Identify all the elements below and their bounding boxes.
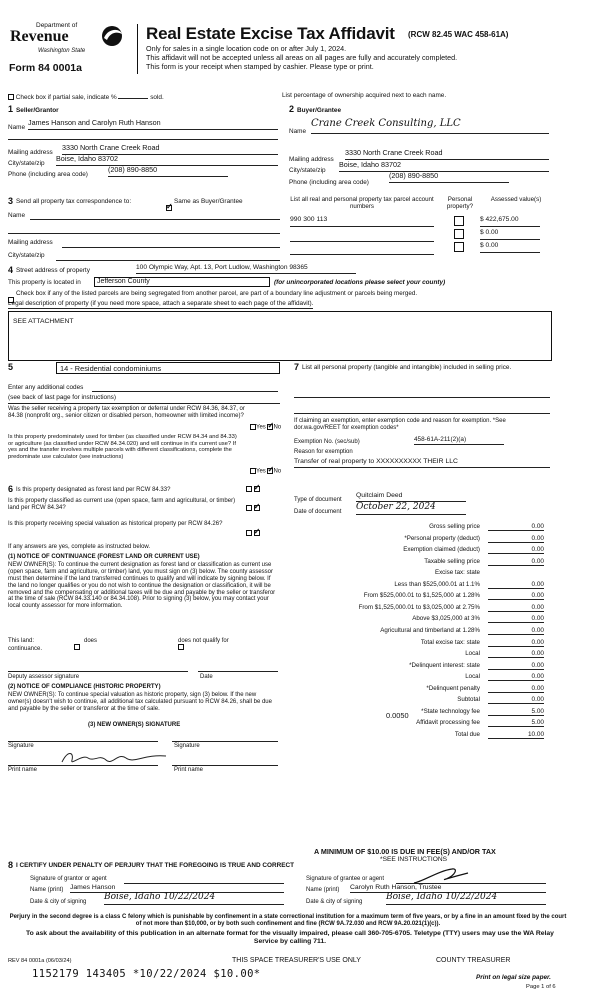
header-note-2: This affidavit will not be accepted unless all areas on all pages are fully and accurately completed. bbox=[146, 53, 458, 62]
seller-mail-field[interactable]: 3330 North Crane Creek Road bbox=[62, 143, 278, 155]
s3-mail-label: Mailing address bbox=[8, 239, 53, 246]
personal-property-checkbox-3[interactable] bbox=[454, 242, 464, 252]
form-number: Form 84 0001a bbox=[9, 62, 82, 74]
legal-label: Legal description of property (if you need more space, attach a separate sheet to each page of the affidavit). bbox=[8, 300, 314, 307]
revision-code: REV 84 0001a (06/03/24) bbox=[8, 958, 72, 964]
parcel-number-3[interactable] bbox=[290, 244, 434, 255]
personal-property-line-2[interactable] bbox=[294, 412, 550, 414]
grantee-signature-scribble bbox=[412, 867, 472, 885]
calc-row-label: From $525,000.01 to $1,525,000 at 1.28% bbox=[363, 592, 480, 600]
doc-date-field[interactable]: October 22, 2024 bbox=[356, 502, 466, 515]
q-exemption-text: Was the seller receiving a property tax exemption or deferral under RCW 84.36, 84.37, or 84.38 (nonprofit org., senior citizen or disabled person, homeowner with limited income)? bbox=[8, 406, 245, 419]
calc-row bbox=[300, 662, 544, 672]
signature-label-2: Signature bbox=[174, 743, 200, 749]
calc-row bbox=[300, 639, 544, 649]
cashier-stamp: 1152179 143405 *10/22/2024 $10.00* bbox=[32, 968, 261, 980]
historic-yes-checkbox[interactable] bbox=[246, 530, 252, 536]
calc-row bbox=[300, 535, 544, 545]
seller-phone-label: Phone (including area code) bbox=[8, 171, 88, 178]
q-exemption-no-checkbox[interactable] bbox=[267, 424, 273, 430]
county-select[interactable]: Jefferson County bbox=[94, 277, 270, 287]
s3-label: Send all property tax correspondence to: bbox=[16, 198, 132, 205]
seller-mail-label: Mailing address bbox=[8, 149, 53, 156]
calc-row-value[interactable]: 0.00 bbox=[488, 535, 544, 543]
section8 bbox=[8, 862, 558, 910]
calc-row-label: From $1,525,000.01 to $3,025,000 at 2.75% bbox=[358, 603, 480, 611]
grantor-name-label: Name (print) bbox=[30, 887, 64, 893]
legal-description-text: SEE ATTACHMENT bbox=[13, 318, 74, 325]
doc-type-label: Type of document bbox=[294, 497, 342, 503]
land-does-label: does bbox=[84, 638, 98, 644]
buyer-phone-field[interactable]: (208) 890-8850 bbox=[389, 171, 509, 183]
revenue-swirl-icon bbox=[98, 24, 128, 48]
dept-line2: Revenue bbox=[10, 28, 69, 45]
s8-num: 8 bbox=[8, 860, 14, 870]
calc-row-label: Total due bbox=[454, 730, 480, 738]
land-use-code-select[interactable]: 14 - Residential condominiums bbox=[56, 362, 280, 374]
treasurer-use-only: THIS SPACE TREASURER'S USE ONLY bbox=[232, 957, 361, 964]
seller-city-field[interactable]: Boise, Idaho 83702 bbox=[56, 154, 278, 166]
q-timber-yes-label: Yes bbox=[256, 468, 266, 475]
personal-property-checkbox-1[interactable] bbox=[454, 216, 464, 226]
print-name-label-1: Print name bbox=[8, 767, 38, 773]
calc-row bbox=[300, 685, 544, 695]
agency-logo bbox=[8, 22, 136, 62]
calc-row-value[interactable]: 0.00 bbox=[488, 696, 544, 704]
legal-description-field[interactable] bbox=[8, 311, 552, 361]
assessed-value-3[interactable]: $ 0.00 bbox=[480, 242, 540, 253]
partial-sale-label: Check box if partial sale, indicate % bbox=[15, 94, 117, 101]
historic-answer bbox=[246, 530, 260, 537]
q-exemption-yes-checkbox[interactable] bbox=[250, 424, 256, 430]
additional-codes-field[interactable] bbox=[92, 390, 278, 392]
buyer-name-field[interactable]: Crane Creek Consulting, LLC bbox=[311, 118, 549, 134]
s3-num: 3 bbox=[8, 196, 14, 206]
calc-row-label: *Delinquent penalty bbox=[426, 684, 480, 692]
calc-row bbox=[300, 523, 544, 533]
forest-no-checkbox[interactable] bbox=[254, 486, 260, 492]
deputy-date-field[interactable] bbox=[198, 670, 278, 672]
calc-row bbox=[300, 696, 544, 706]
notice1-title: (1) NOTICE OF CONTINUANCE (FOREST LAND OR CURRENT USE) bbox=[8, 554, 200, 560]
exemption-no-field[interactable]: 458-61A-211(2)(a) bbox=[414, 436, 504, 445]
continuance-label: continuance. bbox=[8, 646, 43, 652]
calc-row bbox=[300, 604, 544, 614]
new-owner-signature-scribble bbox=[60, 748, 170, 768]
additional-codes-label: Enter any additional codes bbox=[8, 384, 84, 391]
street-label: Street address of property bbox=[16, 267, 90, 274]
certify-statement: I CERTIFY UNDER PENALTY OF PERJURY THAT THE FOREGOING IS TRUE AND CORRECT bbox=[16, 862, 295, 869]
q-timber-yes-checkbox[interactable] bbox=[250, 468, 256, 474]
calc-row-label: Above $3,025,000 at 3% bbox=[412, 615, 480, 623]
grantor-name-field[interactable]: James Hanson bbox=[70, 884, 284, 893]
current-use-answer bbox=[246, 505, 260, 512]
personal-property-checkbox-2[interactable] bbox=[454, 229, 464, 239]
same-as-buyer-label: Same as Buyer/Grantee bbox=[174, 198, 243, 205]
new-owner-signature-1[interactable] bbox=[8, 740, 158, 742]
parcels-col-assessed: Assessed value(s) bbox=[490, 196, 542, 203]
s3-mail-field[interactable] bbox=[62, 246, 280, 248]
calc-row-value[interactable]: 0.00 bbox=[488, 592, 544, 600]
calc-row-value[interactable]: 0.00 bbox=[488, 650, 544, 658]
q-timber-answer bbox=[250, 468, 281, 475]
forest-yes-checkbox[interactable] bbox=[246, 486, 252, 492]
calc-row-value[interactable]: 5.00 bbox=[488, 719, 544, 727]
s4-num: 4 bbox=[8, 265, 14, 275]
calc-row-label: *State technology fee bbox=[421, 707, 480, 715]
street-address-field[interactable]: 100 Olympic Way, Apt. 13, Port Ludlow, Washington 98365 bbox=[136, 264, 356, 274]
current-use-yes-checkbox[interactable] bbox=[246, 505, 252, 511]
calc-row-value[interactable]: 0.00 bbox=[488, 627, 544, 635]
calc-row bbox=[300, 558, 544, 568]
seller-phone-field[interactable]: (208) 890-8850 bbox=[108, 165, 228, 177]
q-exemption-yes-label: Yes bbox=[256, 424, 266, 431]
grantor-signature-label: Signature of grantor or agent bbox=[30, 876, 107, 882]
calc-row-label: Subtotal bbox=[457, 696, 480, 704]
land-does-checkbox[interactable] bbox=[74, 644, 80, 650]
assessed-value-2[interactable]: $ 0.00 bbox=[480, 229, 540, 240]
calc-row-value[interactable]: 10.00 bbox=[488, 731, 544, 739]
grantee-signature-label: Signature of grantee or agent bbox=[306, 876, 385, 882]
s6-num: 6 bbox=[8, 484, 14, 494]
located-label: This property is located in bbox=[8, 279, 81, 286]
s7-label: List all personal property (tangible and intangible) included in selling price. bbox=[302, 364, 512, 371]
calc-row-value[interactable]: 0.00 bbox=[488, 639, 544, 647]
calc-row bbox=[300, 569, 544, 579]
buyer-city-label: City/state/zip bbox=[289, 167, 326, 174]
s5-num: 5 bbox=[8, 362, 14, 372]
correspondence-section bbox=[8, 196, 280, 260]
exemption-claim-note: If claiming an exemption, enter exemption code and reason for exemption. *See dor.wa.gov/REET for exemption codes* bbox=[294, 418, 506, 431]
s3-city-label: City/state/zip bbox=[8, 252, 45, 259]
ownership-note: List percentage of ownership acquired next to each name. bbox=[282, 92, 447, 99]
calc-row-value[interactable]: 0.00 bbox=[488, 662, 544, 670]
reason-label: Reason for exemption bbox=[294, 449, 353, 455]
s3-name-label: Name bbox=[8, 212, 26, 219]
grantor-date-label: Date & city of signing bbox=[30, 899, 87, 905]
calc-row-label: *Personal property (deduct) bbox=[404, 534, 480, 542]
if-yes-note: If any answers are yes, complete as instructed below. bbox=[8, 544, 151, 550]
seller-name-line2[interactable] bbox=[8, 138, 278, 140]
header-divider bbox=[137, 24, 138, 74]
buyer-name-label: Name bbox=[289, 128, 307, 135]
header-note-1: Only for sales in a single location code on or after July 1, 2024. bbox=[146, 44, 347, 53]
parcel-number-1[interactable]: 990 300 113 bbox=[290, 216, 434, 227]
deputy-date-label: Date bbox=[200, 674, 213, 680]
calc-row bbox=[300, 615, 544, 625]
seller-num: 1 bbox=[8, 104, 14, 114]
parcels-col-personal: Personal property? bbox=[446, 196, 474, 211]
print-name-label-2: Print name bbox=[174, 767, 204, 773]
calc-row-value[interactable]: 0.00 bbox=[488, 673, 544, 681]
calc-row bbox=[300, 546, 544, 556]
dept-line1: Department of bbox=[36, 22, 78, 29]
this-land-label: This land: bbox=[8, 638, 35, 644]
exemption-no-label: Exemption No. (sec/sub) bbox=[294, 439, 360, 445]
calc-row bbox=[300, 673, 544, 683]
s3-city-field[interactable] bbox=[56, 259, 280, 261]
personal-property-line-1[interactable] bbox=[294, 396, 550, 398]
historic-no-checkbox[interactable] bbox=[254, 530, 260, 536]
same-as-buyer-checkbox[interactable] bbox=[166, 205, 172, 211]
see-instructions: *SEE INSTRUCTIONS bbox=[380, 856, 448, 863]
calc-row-value[interactable]: 0.00 bbox=[488, 685, 544, 693]
current-use-question: Is this property classified as current use (open space, farm and agricultural, or timber) land per RCW 84.34? bbox=[8, 498, 236, 511]
reason-field[interactable]: Transfer of real property to XXXXXXXXXX THEIR LLC bbox=[294, 458, 550, 468]
calc-row-value[interactable]: 5.00 bbox=[488, 708, 544, 716]
grantee-name-field[interactable]: Carolyn Ruth Hanson, Trustee bbox=[350, 884, 546, 893]
deputy-signature-label: Deputy assessor signature bbox=[8, 674, 80, 680]
seller-city-label: City/state/zip bbox=[8, 160, 45, 167]
calc-row-label: Gross selling price bbox=[429, 523, 480, 530]
q-exemption-no-label: No bbox=[273, 424, 282, 431]
q-timber-no-label: No bbox=[273, 468, 282, 475]
land-does-not-label: does not qualify for bbox=[178, 638, 229, 644]
buyer-mail-label: Mailing address bbox=[289, 156, 334, 163]
calc-row-label: Less than $525,000.01 at 1.1% bbox=[394, 580, 480, 588]
doc-date-label: Date of document bbox=[294, 509, 342, 515]
doc-type-field[interactable]: Quitclaim Deed bbox=[356, 492, 466, 502]
new-owner-signature-2[interactable] bbox=[172, 740, 278, 742]
signature-label-1: Signature bbox=[8, 743, 34, 749]
partial-sale-row bbox=[8, 92, 164, 102]
calc-row-label: *Delinquent interest: state bbox=[409, 661, 480, 669]
seller-name-field[interactable]: James Hanson and Carolyn Ruth Hanson bbox=[28, 118, 278, 130]
calc-row bbox=[300, 708, 544, 718]
new-owner-print-2[interactable] bbox=[172, 764, 278, 766]
partial-sale-checkbox[interactable] bbox=[8, 94, 14, 100]
s3-name-field[interactable] bbox=[30, 218, 280, 220]
county-treasurer: COUNTY TREASURER bbox=[436, 957, 511, 964]
s3-name-line2[interactable] bbox=[8, 232, 280, 234]
calc-row-value[interactable]: 0.00 bbox=[488, 615, 544, 623]
local-rate: 0.0050 bbox=[386, 711, 409, 720]
grantee-date-field[interactable]: Boise, Idaho 10/22/2024 bbox=[386, 892, 546, 905]
seller-name-label: Name bbox=[8, 124, 26, 131]
calc-row bbox=[300, 581, 544, 591]
notice2-title: (2) NOTICE OF COMPLIANCE (HISTORIC PROPERTY) bbox=[8, 684, 161, 690]
parcels-table bbox=[290, 196, 550, 260]
section4 bbox=[8, 264, 552, 325]
section5 bbox=[8, 362, 288, 490]
current-use-no-checkbox[interactable] bbox=[254, 505, 260, 511]
availability-notice: To ask about the availability of this publication in an alternate format for the visually impaired, please call 360-705-6705. Teletype (TTY) users may use the WA Relay Service by calling 711. bbox=[26, 930, 554, 945]
q-timber-text: Is this property predominately used for timber (as classified under RCW 84.34 and 84.33) or agriculture (as classified under RCW 84.34.020) and will continue in it's current use? If yes and the transfer involves multiple parcels with different classifications, complete the predominate use calculator (see instructions) bbox=[8, 434, 237, 460]
page-number: Page 1 of 6 bbox=[526, 984, 556, 990]
buyer-mail-field[interactable]: 3330 North Crane Creek Road bbox=[345, 148, 549, 160]
calc-row-value[interactable]: 0.00 bbox=[488, 558, 544, 566]
segregated-label: Check box if any of the listed parcels are being segregated from another parcel, are part of a boundary line adjustment or parcels being merged. bbox=[16, 290, 418, 297]
parcels-col-account: List all real and personal property tax parcel account numbers bbox=[290, 196, 434, 211]
calc-row bbox=[300, 627, 544, 637]
notice3-title: (3) NEW OWNER(S) SIGNATURE bbox=[88, 722, 181, 728]
partial-sold-label: sold. bbox=[150, 94, 164, 101]
calc-row-value[interactable]: 0.00 bbox=[488, 604, 544, 612]
section6 bbox=[8, 484, 290, 784]
section7 bbox=[294, 362, 550, 515]
print-legal-note: Print on legal size paper. bbox=[476, 974, 551, 981]
q-timber-no-checkbox[interactable] bbox=[267, 468, 273, 474]
calc-row-label: Local bbox=[465, 650, 480, 658]
seller-heading: Seller/Grantor bbox=[16, 107, 59, 114]
forest-question: Is this property designated as forest land per RCW 84.33? bbox=[16, 487, 171, 493]
dept-line3: Washington State bbox=[38, 48, 86, 54]
q-exemption-answer bbox=[250, 424, 281, 431]
county-note: (for unincorporated locations please select your county) bbox=[274, 279, 446, 286]
calc-row bbox=[300, 731, 544, 741]
parcel-number-2[interactable] bbox=[290, 231, 434, 242]
minimum-note: A MINIMUM OF $10.00 IS DUE IN FEE(S) AND/OR TAX bbox=[314, 847, 496, 856]
calc-row-label: Exemption claimed (deduct) bbox=[403, 546, 480, 554]
calc-row-value[interactable]: 0.00 bbox=[488, 523, 544, 531]
calc-row-label: Excise tax: state bbox=[434, 569, 480, 577]
calc-row-label: Local bbox=[465, 673, 480, 681]
additional-codes-line bbox=[8, 402, 280, 404]
buyer-heading: Buyer/Grantee bbox=[297, 107, 342, 114]
calc-row-value[interactable]: 0.00 bbox=[488, 546, 544, 554]
perjury-notice: Perjury in the second degree is a class C felony which is punishable by confinement in a state correctional institution for a maximum term of five years, or by a fine in an amount fixed by the court of not more than $10,000, or by both such confinement and fine (RCW 9A.72.030 and RCW 9A.20.021(1)(c)). bbox=[9, 914, 567, 927]
calc-row bbox=[300, 719, 544, 729]
buyer-city-field[interactable]: Boise, Idaho 83702 bbox=[339, 160, 549, 172]
notice2-body: NEW OWNER(S): To continue special valuation as historic property, sign (3) below. If the new owner(s) doesn't wish to continue, all additional tax calculated pursuant to RCW 84.26, shall be due and payable by the seller or transferor at the time of sale. bbox=[8, 692, 272, 712]
buyer-phone-label: Phone (including area code) bbox=[289, 179, 369, 186]
partial-percent-field[interactable] bbox=[118, 92, 148, 99]
calc-row-label: Affidavit processing fee bbox=[416, 719, 480, 727]
calc-row-label: Agricultural and timberland at 1.28% bbox=[380, 626, 480, 634]
grantor-date-field[interactable]: Boise, Idaho 10/22/2024 bbox=[104, 892, 284, 905]
buyer-num: 2 bbox=[289, 104, 295, 114]
calc-row bbox=[300, 592, 544, 602]
forest-answer bbox=[246, 486, 260, 493]
calc-row-value[interactable]: 0.00 bbox=[488, 581, 544, 589]
header-note-3: This form is your receipt when stamped by cashier. Please type or print. bbox=[146, 62, 374, 71]
calc-row-label: Total excise tax: state bbox=[420, 638, 480, 646]
grantee-date-label: Date & city of signing bbox=[306, 899, 363, 905]
assessed-value-1[interactable]: $ 422,675.00 bbox=[480, 216, 540, 227]
grantee-name-label: Name (print) bbox=[306, 887, 340, 893]
form-title: Real Estate Excise Tax Affidavit bbox=[146, 24, 395, 43]
calc-row-label: Taxable selling price bbox=[424, 557, 480, 565]
additional-codes-note: (see back of last page for instructions) bbox=[8, 394, 116, 401]
historic-question: Is this property receiving special valuation as historical property per RCW 84.26? bbox=[8, 521, 223, 527]
form-citation: (RCW 82.45 WAC 458-61A) bbox=[408, 30, 509, 39]
s7-num: 7 bbox=[294, 362, 300, 372]
notice1-body: NEW OWNER(S): To continue the current designation as forest land or classification as current use (open space, farm and agriculture, or timber) land, you must sign on (3) below. The county assessor must then determine if the land transferred continues to qualify and will indicate by signing below. If the land no longer qualifies or you do not wish to continue the designation or classification, it will be removed and the compensating or additional taxes will be due and payable by the seller or transferor at the time of sale (RCW 84.33.140 or 84.34.108). Prior to signing (3) below, you may contact your local county assessor for more information. bbox=[8, 562, 276, 610]
calc-row bbox=[300, 650, 544, 660]
deputy-signature-field[interactable] bbox=[8, 670, 188, 672]
